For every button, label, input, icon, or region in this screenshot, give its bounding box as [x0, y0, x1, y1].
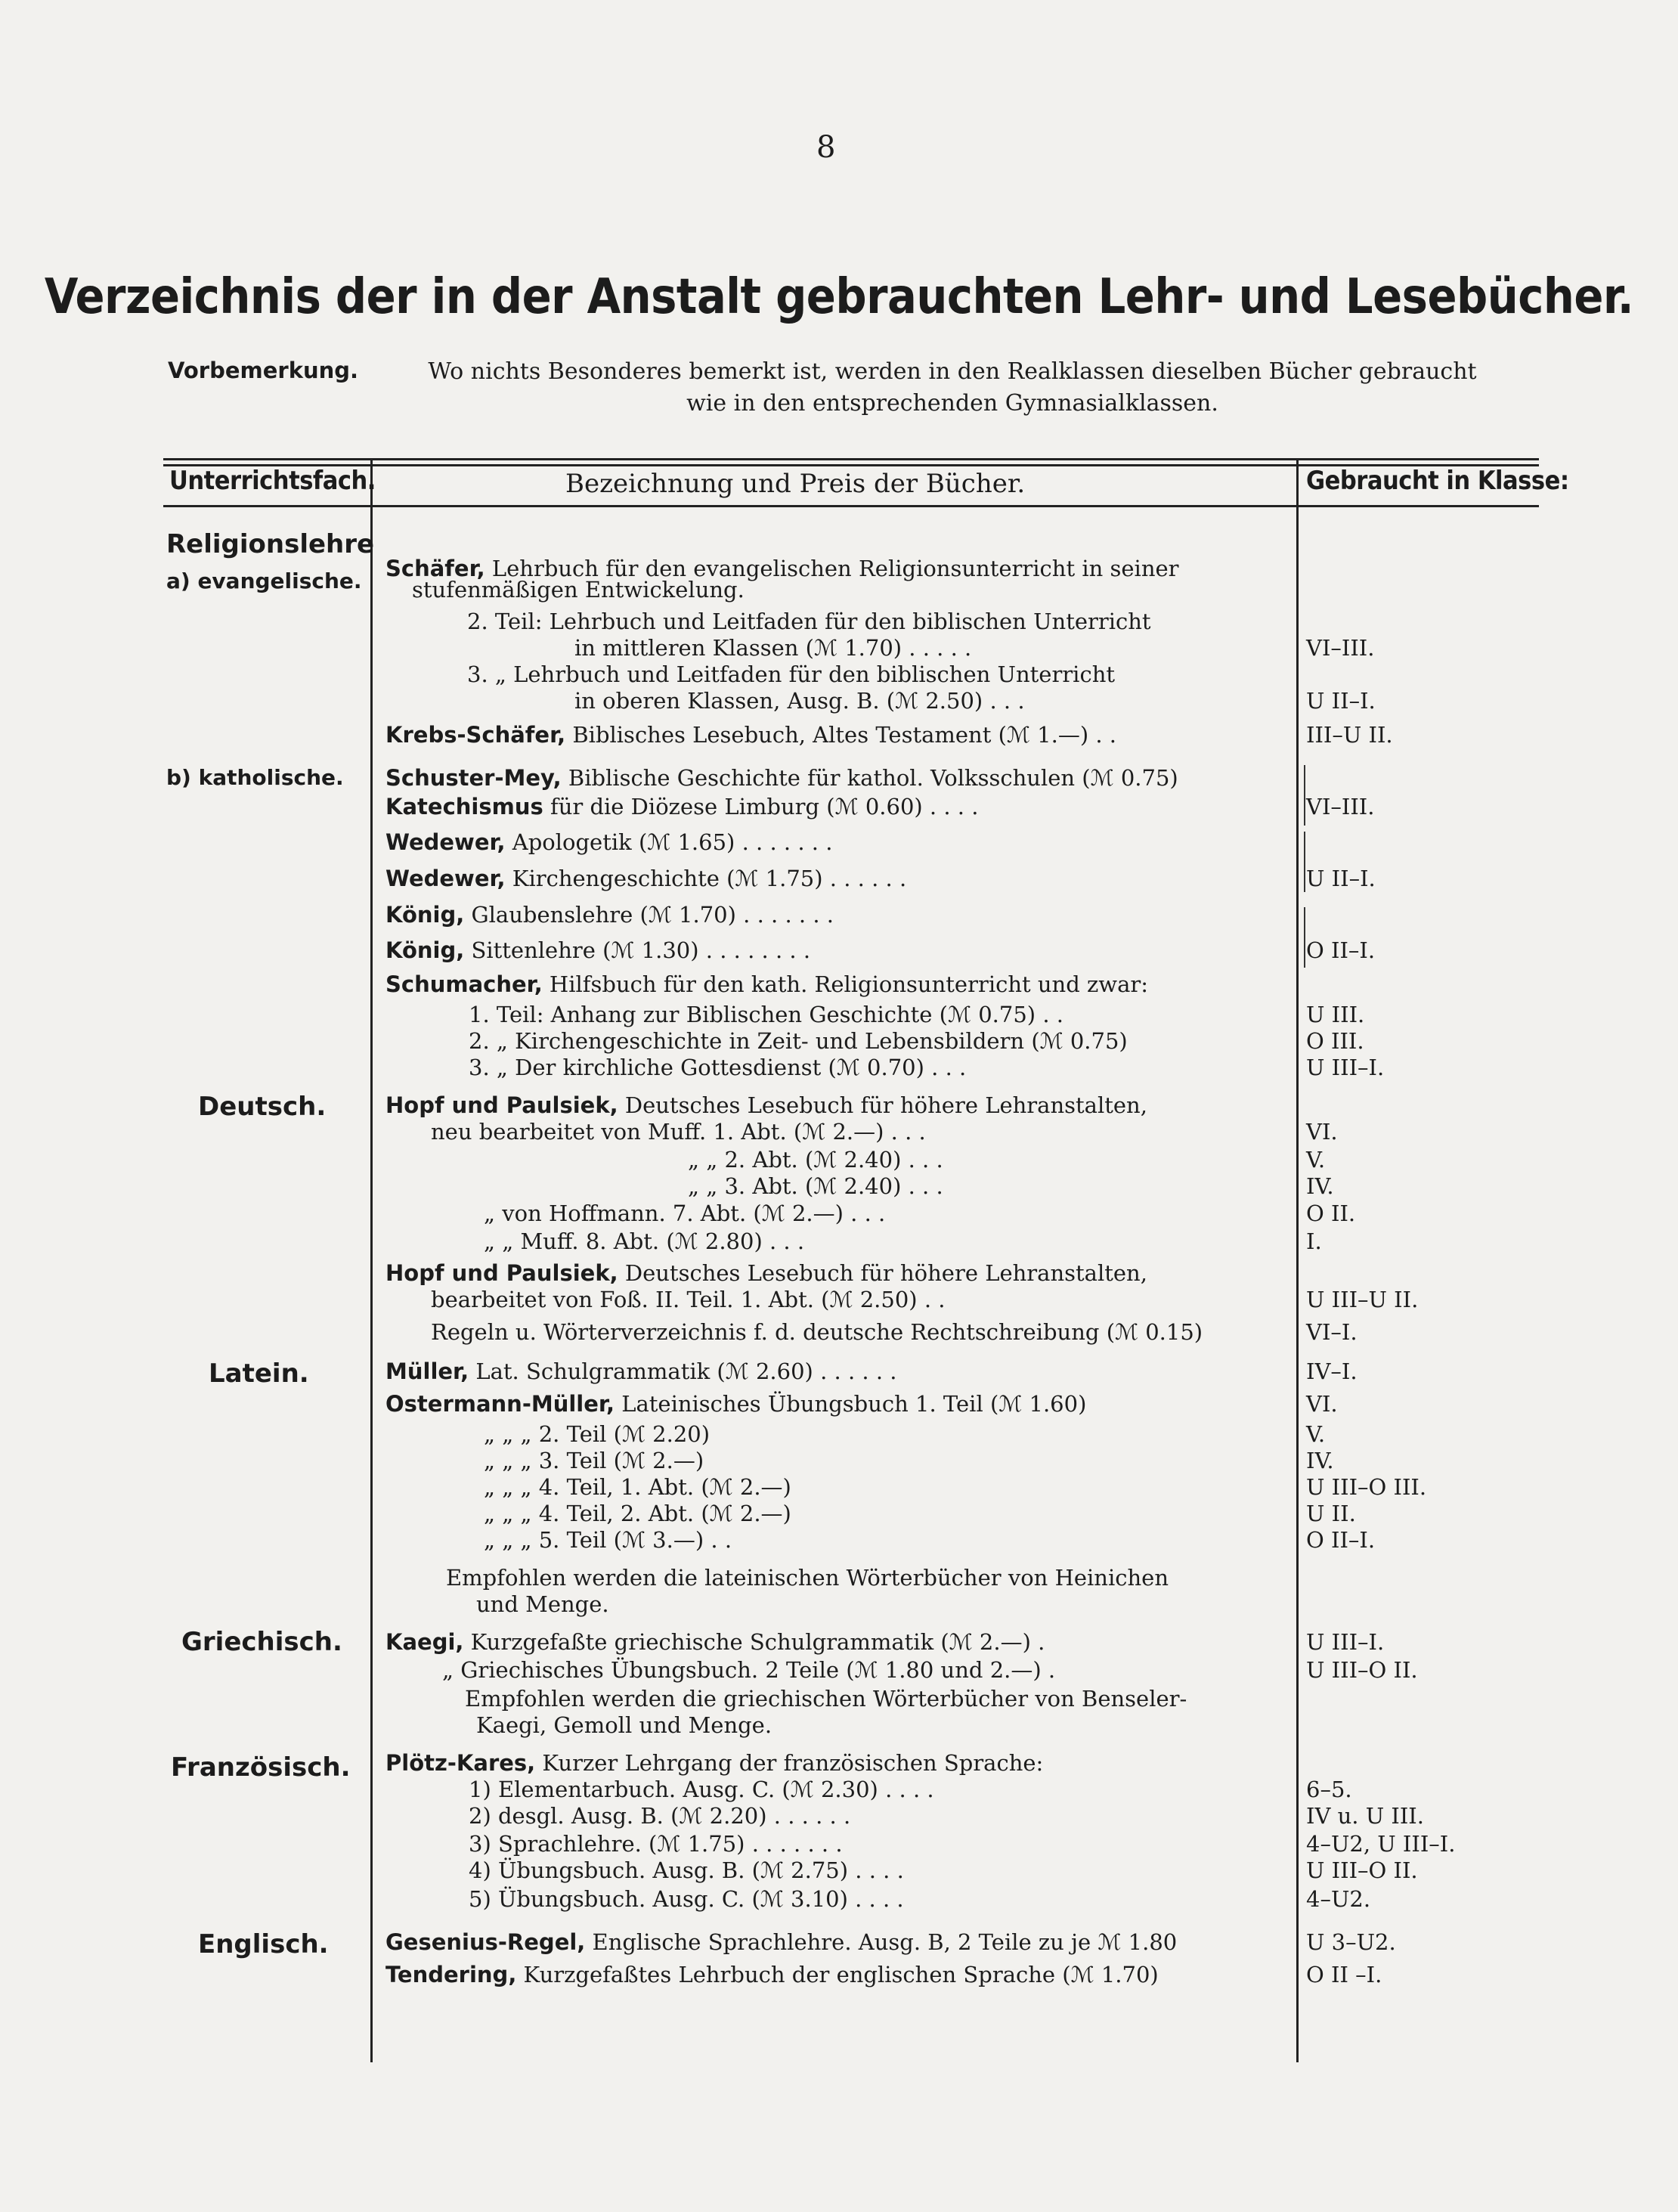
book-description: Lehrbuch für den evangelischen Religionsunterricht in seiner [485, 556, 1179, 581]
book-entry [484, 1228, 804, 1254]
book-entry [469, 1803, 850, 1829]
subject-katholisch: b) katholische. [166, 765, 344, 790]
page-number: 8 [816, 130, 836, 165]
book-description: Sittenlehre (ℳ 1.30) . . . . . . . . [464, 937, 811, 963]
book-entry [484, 1448, 704, 1473]
table-rule-header [163, 505, 1539, 507]
book-description: „ Griechisches Übungsbuch. 2 Teile (ℳ 1.80 und 2.—) . [442, 1657, 1056, 1683]
bracket [1304, 765, 1311, 826]
preface-line: Wo nichts Besonderes bemerkt ist, werden in den Realklassen dieselben Bücher gebraucht [428, 358, 1477, 385]
book-description: 3) Sprachlehre. (ℳ 1.75) . . . . . . . [469, 1831, 843, 1857]
column-divider-left [370, 458, 373, 2062]
book-entry [385, 1962, 1159, 1987]
class-range: U 3–U2. [1306, 1929, 1396, 1955]
class-range: U II. [1306, 1501, 1356, 1526]
book-author: Müller, [385, 1358, 469, 1384]
book-description: Biblische Geschichte für kathol. Volksschulen (ℳ 0.75) [561, 765, 1178, 791]
class-range: U III–O II. [1306, 1857, 1418, 1883]
header-class: Gebraucht in Klasse: [1306, 466, 1569, 496]
book-author: Tendering, [385, 1962, 517, 1987]
book-entry [476, 1712, 772, 1738]
book-description: Kurzgefaßte griechische Schulgrammatik (ℳ 2.—) . [463, 1629, 1045, 1655]
book-description: Lat. Schulgrammatik (ℳ 2.60) . . . . . . [469, 1358, 897, 1384]
class-range: O II. [1306, 1200, 1356, 1226]
book-entry [385, 1092, 1147, 1118]
class-range: VI–I. [1306, 1319, 1358, 1345]
book-entry [469, 1002, 1063, 1027]
class-range: O II–I. [1306, 1527, 1376, 1553]
class-range: U III–U II. [1306, 1287, 1419, 1312]
book-description: Kurzgefaßtes Lehrbuch der englischen Sprache (ℳ 1.70) [516, 1962, 1159, 1987]
subject-griechisch: Griechisch. [181, 1627, 342, 1657]
book-description: Lateinisches Übungsbuch 1. Teil (ℳ 1.60) [614, 1391, 1087, 1417]
book-entry [469, 1055, 966, 1080]
subject-evangelisch: a) evangelische. [166, 568, 362, 593]
book-author: Plötz-Kares, [385, 1750, 536, 1776]
book-description: „ „ „ 4. Teil, 1. Abt. (ℳ 2.—) [484, 1474, 791, 1500]
book-entry [385, 722, 1116, 748]
class-range: U III. [1306, 1002, 1365, 1027]
subject-englisch: Englisch. [198, 1929, 329, 1960]
table-rule-top [163, 458, 1539, 460]
book-entry [385, 1629, 1045, 1655]
book-entry [385, 1391, 1086, 1417]
class-range: V. [1306, 1147, 1326, 1173]
class-range: 4–U2, U III–I. [1306, 1831, 1456, 1857]
book-author: Schäfer, [385, 556, 485, 581]
book-entry [412, 577, 745, 603]
class-range: V. [1306, 1421, 1326, 1447]
book-entry [469, 1777, 934, 1802]
book-entry [385, 1750, 1043, 1776]
book-description: 2) desgl. Ausg. B. (ℳ 2.20) . . . . . . [469, 1803, 851, 1829]
book-entry [484, 1200, 885, 1226]
book-description: „ „ 3. Abt. (ℳ 2.40) . . . [688, 1173, 943, 1199]
book-author: Krebs-Schäfer, [385, 722, 566, 748]
class-range: IV u. U III. [1306, 1803, 1424, 1829]
book-description: 2. Teil: Lehrbuch und Leitfaden für den biblischen Unterricht [467, 609, 1151, 634]
book-description: Biblisches Lesebuch, Altes Testament (ℳ 1.—) . . [565, 722, 1117, 748]
class-range: U II–I. [1306, 866, 1376, 891]
book-description: Deutsches Lesebuch für höhere Lehranstalten, [618, 1260, 1147, 1286]
book-description: „ „ „ 2. Teil (ℳ 2.20) [484, 1421, 711, 1447]
book-entry [431, 1287, 945, 1312]
book-description: bearbeitet von Foß. II. Teil. 1. Abt. (ℳ 2.50) . . [431, 1287, 946, 1312]
book-author: Hopf und Paulsiek, [385, 1092, 618, 1118]
book-description: 3. „ Lehrbuch und Leitfaden für den biblischen Unterricht [467, 661, 1116, 687]
book-description: Glaubenslehre (ℳ 1.70) . . . . . . . [464, 902, 834, 928]
book-author: Gesenius-Regel, [385, 1929, 586, 1955]
book-entry [574, 688, 1025, 714]
book-entry [467, 609, 1151, 634]
class-range: 4–U2. [1306, 1886, 1371, 1912]
class-range: VI–III. [1306, 794, 1375, 819]
book-entry [467, 661, 1115, 687]
book-description: neu bearbeitet von Muff. 1. Abt. (ℳ 2.—) . . . [431, 1119, 926, 1145]
class-range: I. [1306, 1228, 1322, 1254]
book-description: 3. „ Der kirchliche Gottesdienst (ℳ 0.70) . . . [469, 1055, 967, 1080]
subject-religion: Religionslehre [166, 529, 375, 559]
subject-deutsch: Deutsch. [198, 1092, 327, 1122]
class-range: U III–I. [1306, 1055, 1385, 1080]
class-range: U III–O II. [1306, 1657, 1418, 1683]
book-author: Ostermann-Müller, [385, 1391, 615, 1417]
book-entry [446, 1565, 1169, 1591]
class-range: IV. [1306, 1173, 1334, 1199]
book-description: Empfohlen werden die griechischen Wörterbücher von Benseler- [465, 1686, 1187, 1712]
book-entry [469, 1028, 1128, 1054]
class-range: O II –I. [1306, 1962, 1382, 1987]
class-range: U III–O III. [1306, 1474, 1427, 1500]
book-description: Deutsches Lesebuch für höhere Lehranstalten, [618, 1092, 1147, 1118]
book-description: Empfohlen werden die lateinischen Wörterbücher von Heinichen [446, 1565, 1169, 1591]
book-author: König, [385, 937, 465, 963]
book-entry [484, 1501, 791, 1526]
page-title: Verzeichnis der in der Anstalt gebrauchten Lehr- und Lesebücher. [44, 269, 1634, 325]
book-description: 2. „ Kirchengeschichte in Zeit- und Lebensbildern (ℳ 0.75) [469, 1028, 1128, 1054]
book-entry [688, 1173, 943, 1199]
book-entry [688, 1147, 943, 1173]
book-entry [385, 937, 810, 963]
class-range: U III–I. [1306, 1629, 1385, 1655]
book-description: Apologetik (ℳ 1.65) . . . . . . . [505, 829, 833, 855]
class-range: III–U II. [1306, 722, 1393, 748]
column-divider-right [1296, 458, 1299, 2062]
book-author: König, [385, 902, 465, 928]
book-author: Wedewer, [385, 866, 506, 891]
class-range: VI–III. [1306, 635, 1375, 661]
book-entry [385, 1358, 896, 1384]
book-description: für die Diözese Limburg (ℳ 0.60) . . . . [543, 794, 979, 819]
book-description: „ „ „ 3. Teil (ℳ 2.—) [484, 1448, 704, 1473]
book-author: Kaegi, [385, 1629, 464, 1655]
book-author: Schumacher, [385, 971, 543, 997]
book-entry [385, 1929, 1177, 1955]
class-range: O II–I. [1306, 937, 1376, 963]
book-entry [484, 1527, 732, 1553]
book-entry [469, 1831, 843, 1857]
book-entry [484, 1421, 710, 1447]
book-author: Katechismus [385, 794, 543, 819]
book-entry [385, 829, 832, 855]
book-entry [385, 902, 834, 928]
subject-latein: Latein. [209, 1358, 309, 1389]
book-entry [431, 1119, 926, 1145]
book-entry [385, 794, 978, 819]
book-description: Hilfsbuch für den kath. Religionsunterricht und zwar: [542, 971, 1149, 997]
book-description: 1) Elementarbuch. Ausg. C. (ℳ 2.30) . . . . [469, 1777, 934, 1802]
book-entry [431, 1319, 1203, 1345]
preface-text [363, 356, 1542, 420]
preface-label: Vorbemerkung. [168, 358, 359, 383]
class-range: 6–5. [1306, 1777, 1352, 1802]
book-entry [476, 1591, 609, 1617]
preface-line: wie in den entsprechenden Gymnasialklassen. [686, 390, 1218, 417]
book-entry [385, 765, 1178, 791]
book-author: Wedewer, [385, 829, 506, 855]
book-description: Kaegi, Gemoll und Menge. [476, 1712, 772, 1738]
book-description: „ „ Muff. 8. Abt. (ℳ 2.80) . . . [484, 1228, 805, 1254]
book-description: Englische Sprachlehre. Ausg. B, 2 Teile zu je ℳ 1.80 [585, 1929, 1178, 1955]
book-entry [574, 635, 971, 661]
book-author: Hopf und Paulsiek, [385, 1260, 618, 1286]
book-description: in mittleren Klassen (ℳ 1.70) . . . . . [574, 635, 972, 661]
bracket [1304, 907, 1311, 968]
book-description: 4) Übungsbuch. Ausg. B. (ℳ 2.75) . . . . [469, 1857, 904, 1883]
header-books: Bezeichnung und Preis der Bücher. [565, 469, 1026, 499]
book-description: „ „ „ 4. Teil, 2. Abt. (ℳ 2.—) [484, 1501, 791, 1526]
book-description: „ von Hoffmann. 7. Abt. (ℳ 2.—) . . . [484, 1200, 886, 1226]
book-entry [469, 1886, 904, 1912]
book-description: „ „ „ 5. Teil (ℳ 3.—) . . [484, 1527, 732, 1553]
book-description: in oberen Klassen, Ausg. B. (ℳ 2.50) . . . [574, 688, 1025, 714]
class-range: U II–I. [1306, 688, 1376, 714]
book-description: 1. Teil: Anhang zur Biblischen Geschichte (ℳ 0.75) . . [469, 1002, 1063, 1027]
book-entry [385, 1260, 1147, 1286]
book-description: „ „ 2. Abt. (ℳ 2.40) . . . [688, 1147, 943, 1173]
book-description: Kirchengeschichte (ℳ 1.75) . . . . . . [505, 866, 907, 891]
book-description: und Menge. [476, 1591, 609, 1617]
book-entry [484, 1474, 791, 1500]
book-description: stufenmäßigen Entwickelung. [412, 577, 745, 603]
book-entry [442, 1657, 1055, 1683]
book-entry [385, 866, 906, 891]
class-range: O III. [1306, 1028, 1364, 1054]
book-description: 5) Übungsbuch. Ausg. C. (ℳ 3.10) . . . . [469, 1886, 904, 1912]
book-entry [385, 971, 1148, 997]
bracket [1304, 832, 1311, 892]
class-range: IV–I. [1306, 1358, 1358, 1384]
book-entry [469, 1857, 904, 1883]
book-description: Kurzer Lehrgang der französischen Sprache: [535, 1750, 1044, 1776]
class-range: IV. [1306, 1448, 1334, 1473]
header-subject: Unterrichtsfach. [169, 466, 376, 496]
book-description: Regeln u. Wörterverzeichnis f. d. deutsche Rechtschreibung (ℳ 0.15) [431, 1319, 1203, 1345]
book-entry [465, 1686, 1187, 1712]
subject-franzoesisch: Französisch. [171, 1752, 351, 1783]
class-range: VI. [1306, 1391, 1338, 1417]
book-author: Schuster-Mey, [385, 765, 562, 791]
class-range: VI. [1306, 1119, 1338, 1145]
